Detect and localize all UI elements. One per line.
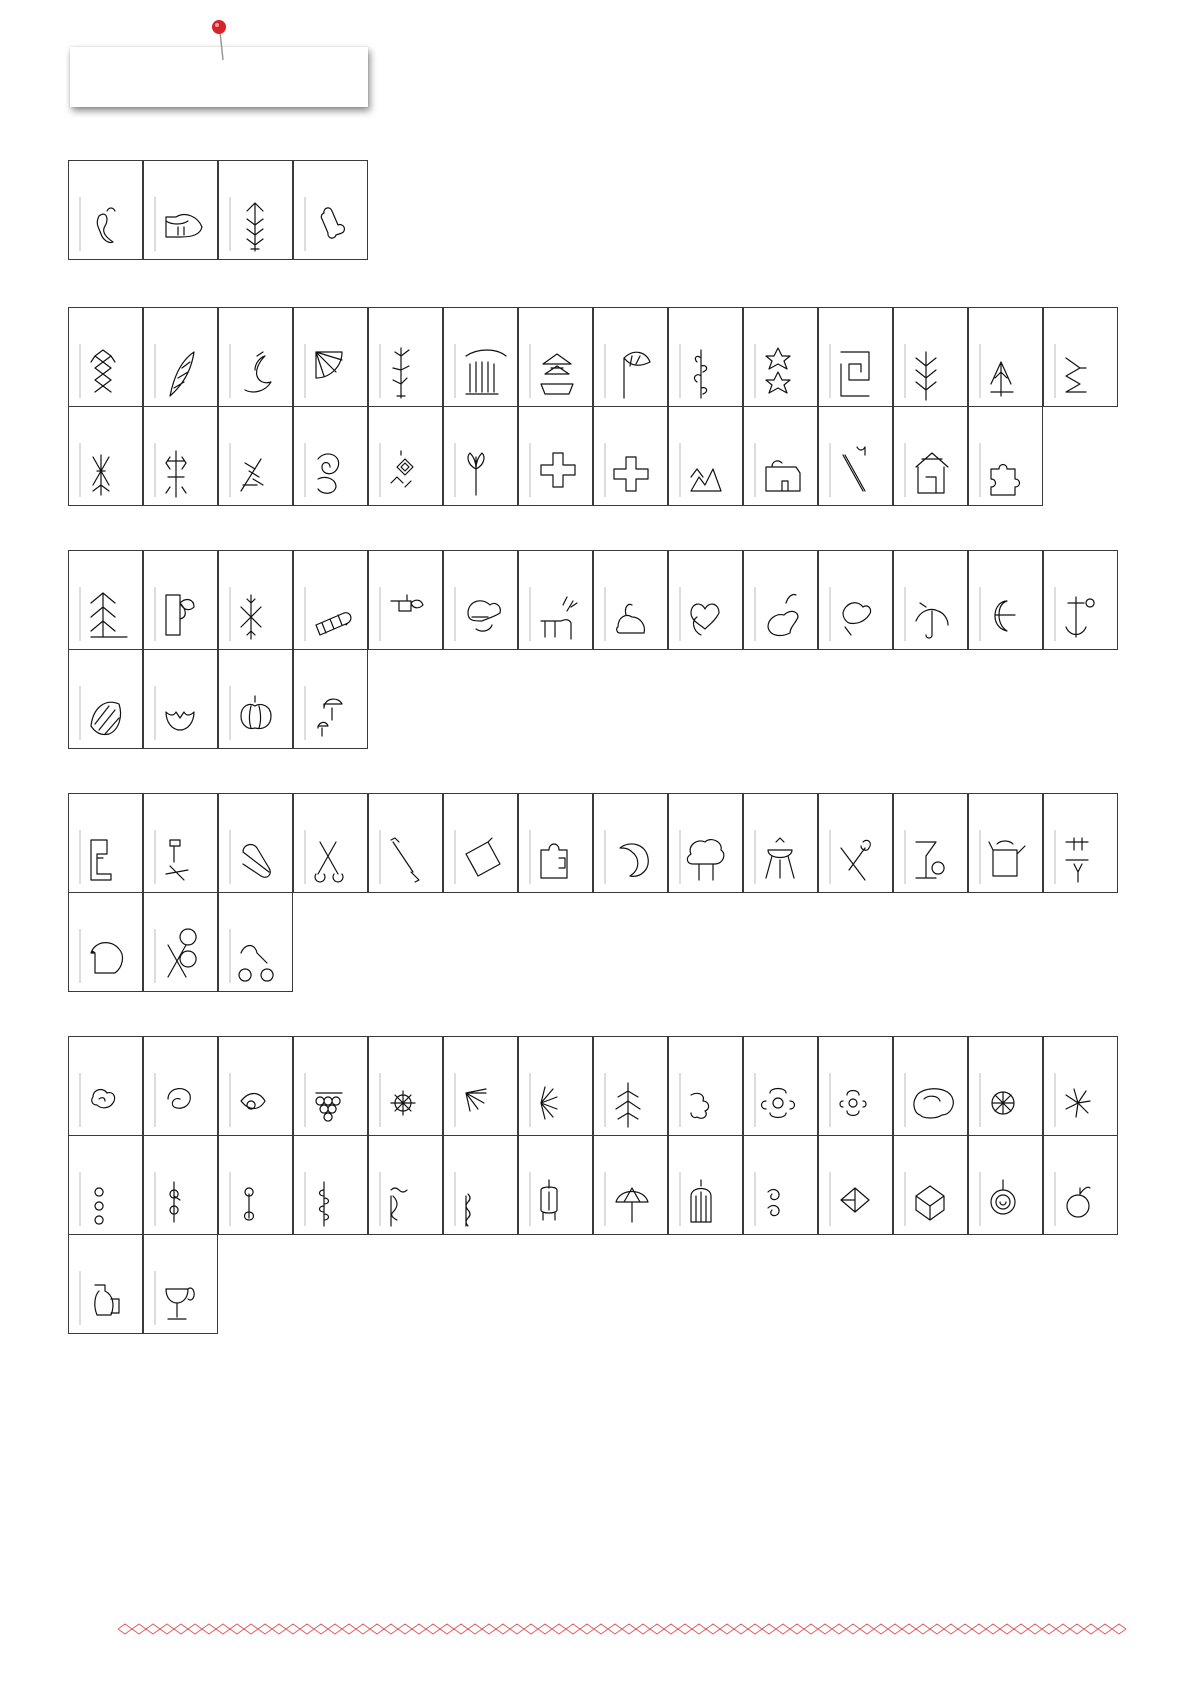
stitch-cell-paint-brush[interactable] (368, 793, 443, 893)
footer-zigzag-bottom (118, 1629, 1126, 1634)
stitch-cell-ornament-diagonal[interactable] (218, 406, 293, 506)
stitch-group-5 (68, 1036, 1118, 1333)
stitch-cell-lantern[interactable] (518, 1135, 593, 1235)
cross-outline-icon (519, 407, 594, 507)
stitch-cell-greek-key[interactable] (818, 307, 893, 407)
swan-icon (219, 308, 294, 408)
pineapple-icon (69, 308, 144, 408)
walrus-icon (144, 161, 219, 261)
palisade-icon (444, 308, 519, 408)
goblet-icon (144, 1235, 219, 1335)
birdcage-icon (669, 1136, 744, 1236)
stitch-cell-circle-flower[interactable] (968, 1036, 1043, 1136)
flower-swirl-icon (219, 1136, 294, 1236)
rabbit-sitting-icon (594, 551, 669, 651)
ski-icon (819, 407, 894, 507)
stitch-cell-watering-can[interactable] (968, 793, 1043, 893)
stitch-cell-paisley[interactable] (293, 406, 368, 506)
apple-icon (1044, 1136, 1119, 1236)
stitch-cell-fork-spoon[interactable] (818, 793, 893, 893)
stars-icon (744, 308, 819, 408)
stitch-cell-anchor[interactable] (1043, 550, 1118, 650)
greek-key-icon (819, 308, 894, 408)
stitch-cell-cube[interactable] (818, 1135, 893, 1235)
stitch-cell-gift-bow[interactable] (143, 550, 218, 650)
stitch-cell-crescent[interactable] (968, 550, 1043, 650)
stitch-cell-mushrooms[interactable] (293, 649, 368, 749)
stitch-cell-ginkgo[interactable] (593, 307, 668, 407)
scissors-icon (294, 794, 369, 894)
stitch-cell-scissors[interactable] (293, 793, 368, 893)
stitch-cell-spiral-eyes[interactable] (743, 1135, 818, 1235)
stitch-cell-half-sun[interactable] (443, 1036, 518, 1136)
stitch-cell-grapes[interactable] (293, 1036, 368, 1136)
candy-cane-icon (294, 551, 369, 651)
reed-icon (969, 308, 1044, 408)
flower-dots-icon (69, 1136, 144, 1236)
stitch-cell-bamboo[interactable] (368, 307, 443, 407)
footer-zigzag-top (118, 1624, 1126, 1629)
stitch-cell-candy-cane[interactable] (293, 550, 368, 650)
paisley-icon (294, 407, 369, 507)
stitch-cell-spiral-rose[interactable] (143, 1036, 218, 1136)
stitch-cell-hearts[interactable] (668, 550, 743, 650)
stitch-group-1 (68, 160, 1118, 259)
eye-icon (219, 1037, 294, 1137)
stitch-cell-thread-spool[interactable] (143, 793, 218, 893)
spiral-eyes-icon (744, 1136, 819, 1236)
parasol-icon (594, 1136, 669, 1236)
stitch-cell-twin-leaves[interactable] (443, 406, 518, 506)
zigzag-tree-icon (1044, 308, 1119, 408)
fern-icon (594, 1037, 669, 1137)
stitch-cell-pineapple[interactable] (68, 307, 143, 407)
fir-trees-icon (69, 551, 144, 651)
stitch-cell-cocktail[interactable] (893, 793, 968, 893)
stitch-cell-parasol[interactable] (593, 1135, 668, 1235)
diamond-border-icon (369, 407, 444, 507)
stitch-cell-motorbike[interactable] (218, 892, 293, 992)
stitch-cell-fan-flower[interactable] (518, 1036, 593, 1136)
watering-can-icon (969, 794, 1044, 894)
candle-icon (369, 551, 444, 651)
stitch-cell-fish-bone[interactable] (218, 160, 293, 260)
ginkgo-icon (594, 308, 669, 408)
shell-flower-icon (669, 1037, 744, 1137)
stitch-cell-seahorse[interactable] (68, 160, 143, 260)
crescent-icon (969, 551, 1044, 651)
stitch-cell-safety-pin[interactable] (218, 793, 293, 893)
balloons-icon (144, 893, 219, 993)
stitch-cell-candle[interactable] (368, 550, 443, 650)
stitch-cell-star-burst[interactable] (1043, 1036, 1118, 1136)
pencil-icon (444, 794, 519, 894)
mountains-icon (669, 407, 744, 507)
stitch-cell-pagoda[interactable] (518, 307, 593, 407)
stitch-cell-diamond-border[interactable] (368, 406, 443, 506)
stitch-cell-apple[interactable] (1043, 1135, 1118, 1235)
bamboo-icon (369, 308, 444, 408)
stitch-cell-pencil[interactable] (443, 793, 518, 893)
ornament-cross-icon (144, 407, 219, 507)
stitch-cell-zigzag-tree[interactable] (1043, 307, 1118, 407)
reindeer-icon (519, 551, 594, 651)
garden-tools-icon (1044, 794, 1119, 894)
leaf-vine-icon (294, 1136, 369, 1236)
stitch-cell-balloons[interactable] (143, 892, 218, 992)
mushrooms-icon (294, 650, 369, 750)
daisy-icon (369, 1037, 444, 1137)
stitch-cell-shell[interactable] (68, 649, 143, 749)
snowflake-icon (219, 551, 294, 651)
stitch-cell-ski[interactable] (818, 406, 893, 506)
stitch-cell-feather[interactable] (143, 307, 218, 407)
stitch-cell-cross-outline[interactable] (518, 406, 593, 506)
fork-spoon-icon (819, 794, 894, 894)
half-sun-icon (444, 1037, 519, 1137)
stitch-cell-rabbit-sitting[interactable] (593, 550, 668, 650)
fish-bone-icon (219, 161, 294, 261)
stitch-cell-fern[interactable] (593, 1036, 668, 1136)
stitch-cell-blossom-branch[interactable] (668, 307, 743, 407)
stitch-cell-cube-outline[interactable] (893, 1135, 968, 1235)
cube-outline-icon (894, 1136, 969, 1236)
cottage-icon (744, 407, 819, 507)
hearts-icon (669, 551, 744, 651)
bat-icon (144, 650, 219, 750)
stitch-cell-vase[interactable] (68, 1234, 143, 1334)
stitch-cell-pumpkin[interactable] (218, 649, 293, 749)
stitch-cell-wavy-line[interactable] (368, 1135, 443, 1235)
stitch-group-2 (68, 307, 1118, 505)
gift-bow-icon (144, 551, 219, 651)
stitch-group-3 (68, 550, 1118, 748)
rose-icon (69, 1037, 144, 1137)
stitch-cell-goblet[interactable] (143, 1234, 218, 1334)
vase-icon (69, 1235, 144, 1335)
stitch-cell-flower-swirl[interactable] (218, 1135, 293, 1235)
thread-spool-icon (144, 794, 219, 894)
ornament-diagonal-icon (219, 407, 294, 507)
pagoda-icon (519, 308, 594, 408)
elephant-icon (69, 893, 144, 993)
stitch-cell-bat[interactable] (143, 649, 218, 749)
herringbone-icon (894, 308, 969, 408)
santa-icon (444, 551, 519, 651)
stitch-cell-flower-stem[interactable] (143, 1135, 218, 1235)
decorative-footer-line (118, 1623, 1131, 1635)
stitch-cell-sewing-machine[interactable] (68, 793, 143, 893)
stitch-cell-ornament-cross[interactable] (143, 406, 218, 506)
stitch-cell-eye[interactable] (218, 1036, 293, 1136)
lantern-icon (519, 1136, 594, 1236)
stitch-cell-palisade[interactable] (443, 307, 518, 407)
wavy-line-icon (369, 1136, 444, 1236)
flower-stem-icon (144, 1136, 219, 1236)
seahorse-icon (69, 161, 144, 261)
circle-flower-icon (969, 1037, 1044, 1137)
stitch-cell-shell-flower[interactable] (668, 1036, 743, 1136)
snail-spiral-icon (969, 1136, 1044, 1236)
stitch-cell-cabbage-rose[interactable] (893, 1036, 968, 1136)
flower-circle-icon (819, 1037, 894, 1137)
stitch-cell-cross-outline-alt[interactable] (593, 406, 668, 506)
stitch-cell-daisy[interactable] (368, 1036, 443, 1136)
dog-bone-icon (294, 161, 369, 261)
pushpin-icon (208, 18, 232, 62)
stitch-group-4 (68, 793, 1118, 991)
feather-icon (144, 308, 219, 408)
stitch-cell-cottage[interactable] (743, 406, 818, 506)
stitch-cell-santa[interactable] (443, 550, 518, 650)
stitch-cell-ornament-x[interactable] (68, 406, 143, 506)
stitch-cell-flower-five[interactable] (743, 1036, 818, 1136)
stitch-cell-swan[interactable] (218, 307, 293, 407)
stitch-cell-croissant[interactable] (593, 793, 668, 893)
house-icon (894, 407, 969, 507)
cabbage-rose-icon (894, 1037, 969, 1137)
umbrella-icon (894, 551, 969, 651)
spiral-rose-icon (144, 1037, 219, 1137)
stitch-cell-trees[interactable] (668, 793, 743, 893)
fan-icon (294, 308, 369, 408)
blossom-branch-icon (669, 308, 744, 408)
stitch-cell-elephant[interactable] (68, 892, 143, 992)
stitch-cell-reed[interactable] (968, 307, 1043, 407)
grapes-icon (294, 1037, 369, 1137)
stitch-cell-snail-spiral[interactable] (968, 1135, 1043, 1235)
anchor-icon (1044, 551, 1119, 651)
croissant-icon (594, 794, 669, 894)
bunny-icon (744, 551, 819, 651)
trees-icon (669, 794, 744, 894)
star-burst-icon (1044, 1037, 1119, 1137)
stitch-cell-herringbone[interactable] (893, 307, 968, 407)
stitch-cell-house[interactable] (893, 406, 968, 506)
pumpkin-icon (219, 650, 294, 750)
puzzle-icon (969, 407, 1044, 507)
stitch-cell-fan[interactable] (293, 307, 368, 407)
stitch-cell-flower-circle[interactable] (818, 1036, 893, 1136)
stitch-cell-snowflake[interactable] (218, 550, 293, 650)
cup-icon (519, 794, 594, 894)
safety-pin-icon (219, 794, 294, 894)
squiggle-icon (444, 1136, 519, 1236)
twin-leaves-icon (444, 407, 519, 507)
cross-outline-alt-icon (594, 407, 669, 507)
stitch-cell-garden-tools[interactable] (1043, 793, 1118, 893)
flower-five-icon (744, 1037, 819, 1137)
sewing-machine-icon (69, 794, 144, 894)
stitch-cell-flower-dots[interactable] (68, 1135, 143, 1235)
shell-icon (69, 650, 144, 750)
stitch-cell-reindeer[interactable] (518, 550, 593, 650)
cube-icon (819, 1136, 894, 1236)
stitch-cell-umbrella[interactable] (893, 550, 968, 650)
stitch-cell-cup[interactable] (518, 793, 593, 893)
barbecue-icon (744, 794, 819, 894)
stitch-cell-stars[interactable] (743, 307, 818, 407)
stitch-cell-fir-trees[interactable] (68, 550, 143, 650)
stitch-cell-birdcage[interactable] (668, 1135, 743, 1235)
stitch-cell-squiggle[interactable] (443, 1135, 518, 1235)
motorbike-icon (219, 893, 294, 993)
stitch-cell-egg-basket[interactable] (818, 550, 893, 650)
stitch-cell-puzzle[interactable] (968, 406, 1043, 506)
stitch-cell-dog-bone[interactable] (293, 160, 368, 260)
stitch-cell-bunny[interactable] (743, 550, 818, 650)
cocktail-icon (894, 794, 969, 894)
stitch-cell-mountains[interactable] (668, 406, 743, 506)
stitch-cell-walrus[interactable] (143, 160, 218, 260)
ornament-x-icon (69, 407, 144, 507)
paint-brush-icon (369, 794, 444, 894)
stitch-cell-leaf-vine[interactable] (293, 1135, 368, 1235)
fan-flower-icon (519, 1037, 594, 1137)
egg-basket-icon (819, 551, 894, 651)
stitch-cell-barbecue[interactable] (743, 793, 818, 893)
stitch-cell-rose[interactable] (68, 1036, 143, 1136)
